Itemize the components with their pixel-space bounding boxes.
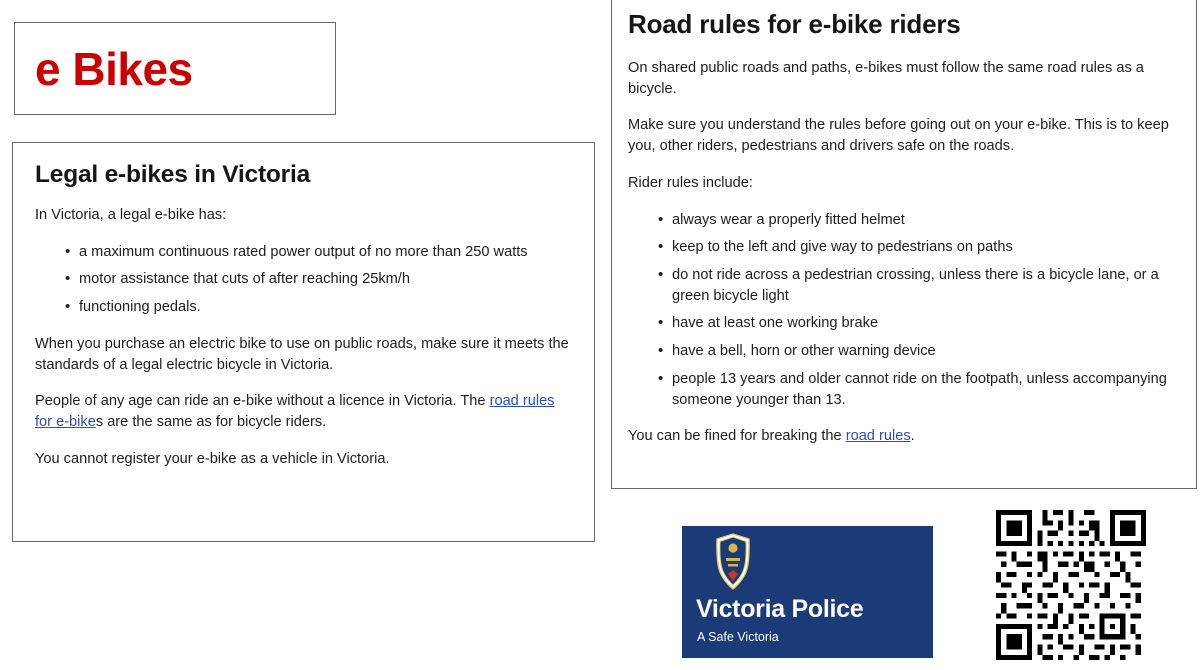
qr-code-icon[interactable] [996, 510, 1146, 660]
rules-understand-text: Make sure you understand the rules before going out on your e-bike. This is to keep you, other riders, pedestrians and drivers safe on the roads. [628, 117, 1169, 155]
legal-licence-text-after: s are the same as for bicycle riders. [95, 414, 327, 431]
legal-licence-text [35, 391, 572, 432]
legal-intro-text: In Victoria, a legal e-bike has: [35, 207, 227, 223]
list-item: • always wear a properly fitted helmet [658, 210, 1176, 231]
police-crest-icon [704, 532, 762, 592]
rules-shared-roads-text: On shared public roads and paths, e-bikes must follow the same road rules as a bicycle. [628, 60, 1144, 97]
rider-rules-list [628, 210, 1176, 411]
list-item: • have at least one working brake [658, 313, 1176, 334]
list-item: • a maximum continuous rated power output of no more than 250 watts [65, 242, 572, 263]
list-item: • people 13 years and older cannot ride on the footpath, unless accompanying someone younger than 13. [658, 369, 1176, 410]
legal-registration-text: You cannot register your e-bike as a vehicle in Victoria. [35, 450, 390, 467]
legal-ebikes-panel [12, 142, 595, 542]
document-title-box [14, 22, 336, 115]
list-item: • do not ride across a pedestrian crossing, unless there is a bicycle lane, or a green bicycle light [658, 265, 1176, 306]
legal-requirements-list [35, 242, 572, 318]
list-item: • motor assistance that cuts of after reaching 25km/h [65, 269, 572, 290]
road-rules-for-ebikes-link[interactable]: road rules for e-bike [35, 393, 555, 431]
rules-list-intro: Rider rules include: [628, 174, 753, 191]
legal-purchase-text: When you purchase an electric bike to use on public roads, make sure it meets the standards of a legal electric bicycle in Victoria. [35, 335, 569, 373]
victoria-police-logo [682, 526, 933, 658]
road-rules-panel [611, 0, 1197, 489]
legal-licence-text-before: People of any age can ride an e-bike without a licence in Victoria. The [35, 393, 490, 410]
rules-fine-text-before: You can be fined for breaking the [628, 428, 846, 445]
rules-fine-text [628, 426, 1176, 447]
list-item: • have a bell, horn or other warning device [658, 341, 1176, 362]
page-title: e Bikes [35, 42, 193, 95]
rules-fine-text-after: . [910, 428, 915, 445]
logo-tagline: A Safe Victoria [697, 630, 779, 644]
legal-panel-heading: Legal e-bikes in Victoria [35, 161, 311, 188]
rules-panel-heading: Road rules for e-bike riders [628, 9, 961, 39]
list-item: • functioning pedals. [65, 297, 572, 318]
road-rules-link[interactable]: road rules [845, 428, 911, 445]
logo-organisation-name: Victoria Police [696, 595, 864, 623]
qr-code[interactable] [996, 510, 1146, 660]
list-item: • keep to the left and give way to pedestrians on paths [658, 237, 1176, 258]
